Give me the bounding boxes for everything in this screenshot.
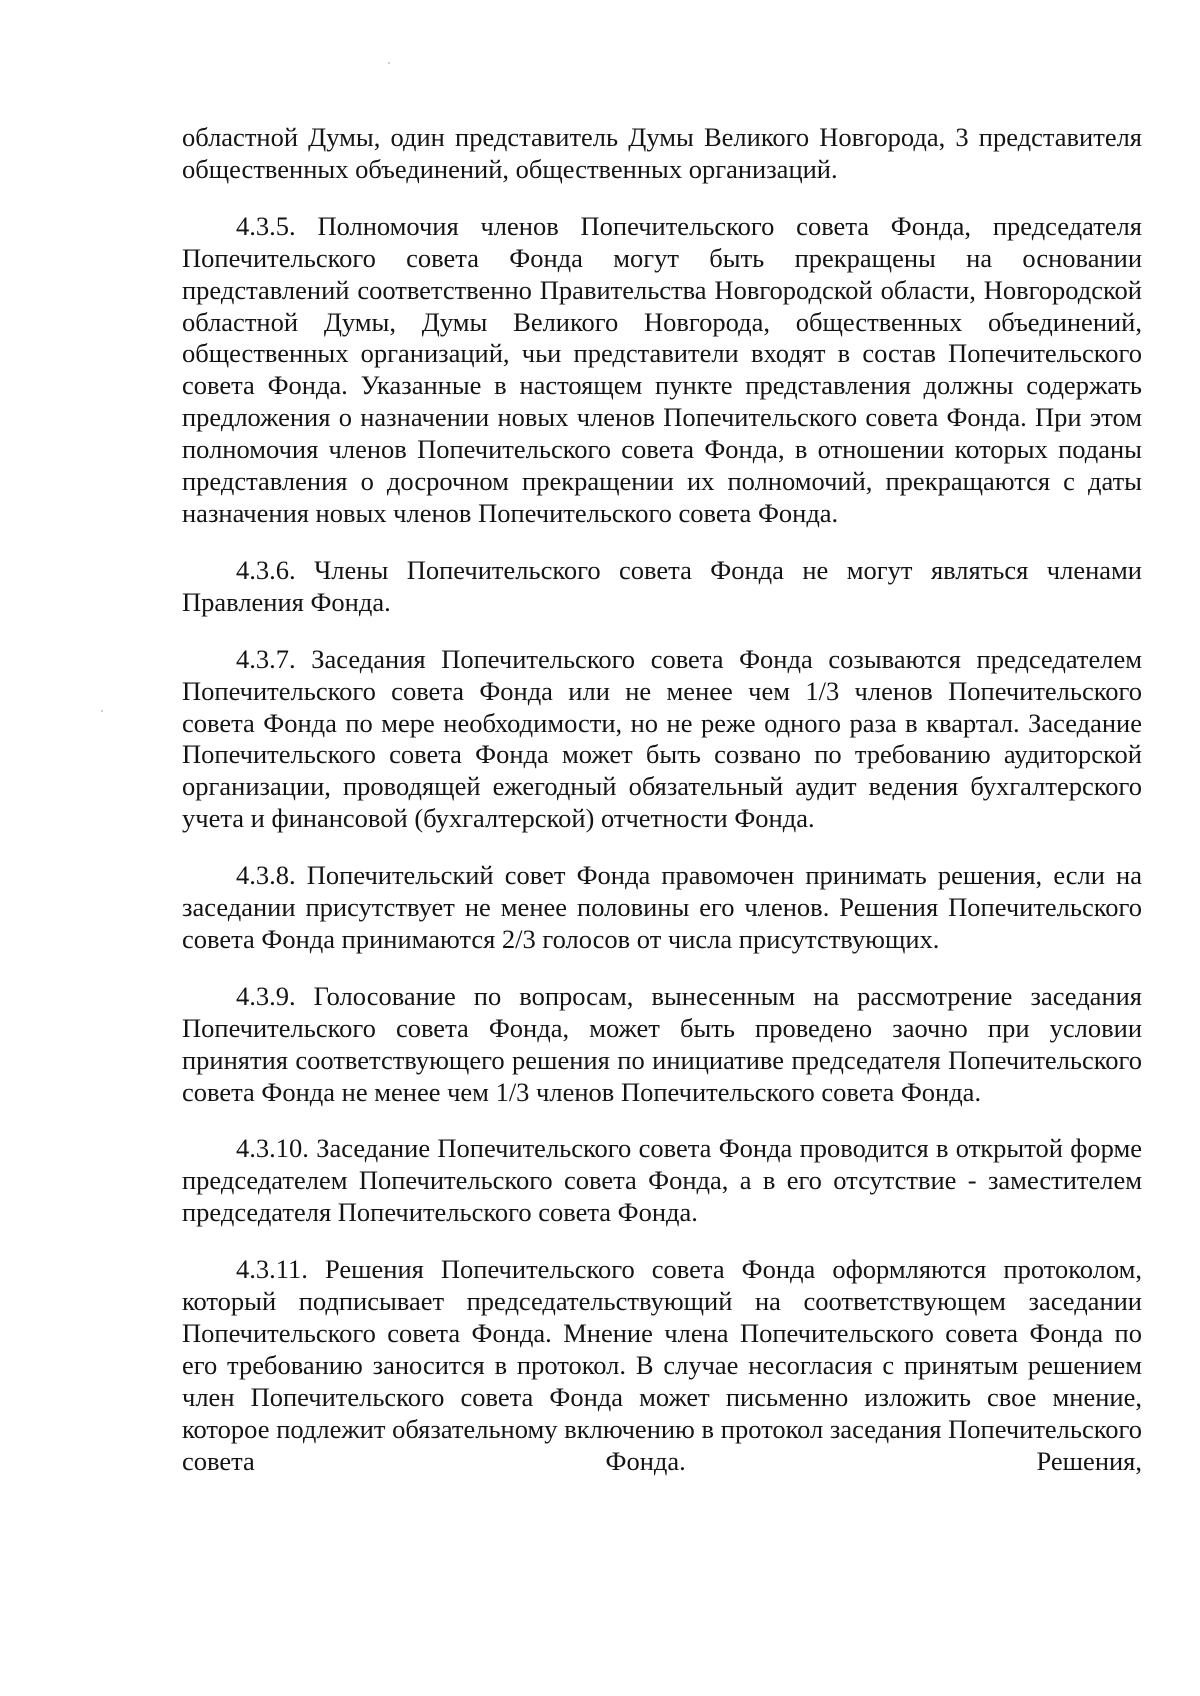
paragraph-continuation: областной Думы, один представитель Думы Великого Новгорода, 3 представителя общественных объединений, общественных организаций. — [182, 122, 1142, 184]
paragraph-4-3-11: 4.3.11. Решения Попечительского совета Фонда оформляются протоколом, который подписывает председательствующий на соответствующем заседании Попечительского совета Фонда. Мнение члена Попечительского совета Фонда по его требованию заносится в протокол. В случае несогласия с принятым решением член Попечительского совета Фонда может письменно изложить свое мнение, которое подлежит обязательному включению в протокол заседания Попечительского совета Фонда. Решения, — [182, 1254, 1142, 1476]
scan-speck — [101, 710, 103, 712]
paragraph-4-3-8: 4.3.8. Попечительский совет Фонда правомочен принимать решения, если на заседании присутствует не менее половины его членов. Решения Попечительского совета Фонда принимаются 2/3 голосов от числа присутствующих. — [182, 860, 1142, 954]
document-body — [182, 122, 1142, 1503]
paragraph-4-3-9: 4.3.9. Голосование по вопросам, вынесенным на рассмотрение заседания Попечительского совета Фонда, может быть проведено заочно при условии принятия соответствующего решения по инициативе председателя Попечительского совета Фонда не менее чем 1/3 членов Попечительского совета Фонда. — [182, 980, 1142, 1107]
paragraph-4-3-5: 4.3.5. Полномочия членов Попечительского совета Фонда, председателя Попечительского совета Фонда могут быть прекращены на основании представлений соответственно Правительства Новгородской области, Новгородской областной Думы, Думы Великого Новгорода, общественных объединений, общественных организаций, чьи представители входят в состав Попечительского совета Фонда. Указанные в настоящем пункте представления должны содержать предложения о назначении новых членов Попечительского совета Фонда. При этом полномочия членов Попечительского совета Фонда, в отношении которых поданы представления о досрочном прекращении их полномочий, прекращаются с даты назначения новых членов Попечительского совета Фонда. — [182, 210, 1142, 528]
scan-speck — [388, 62, 390, 64]
paragraph-4-3-6: 4.3.6. Члены Попечительского совета Фонда не могут являться членами Правления Фонда. — [182, 554, 1142, 617]
paragraph-4-3-7: 4.3.7. Заседания Попечительского совета Фонда созываются председателем Попечительского совета Фонда или не менее чем 1/3 членов Попечительского совета Фонда по мере необходимости, но не реже одного раза в квартал. Заседание Попечительского совета Фонда может быть созвано по требованию аудиторской организации, проводящей ежегодный обязательный аудит ведения бухгалтерского учета и финансовой (бухгалтерской) отчетности Фонда. — [182, 643, 1142, 834]
paragraph-4-3-10: 4.3.10. Заседание Попечительского совета Фонда проводится в открытой форме председателем Попечительского совета Фонда, а в его отсутствие - заместителем председателя Попечительского совета Фонда. — [182, 1133, 1142, 1228]
